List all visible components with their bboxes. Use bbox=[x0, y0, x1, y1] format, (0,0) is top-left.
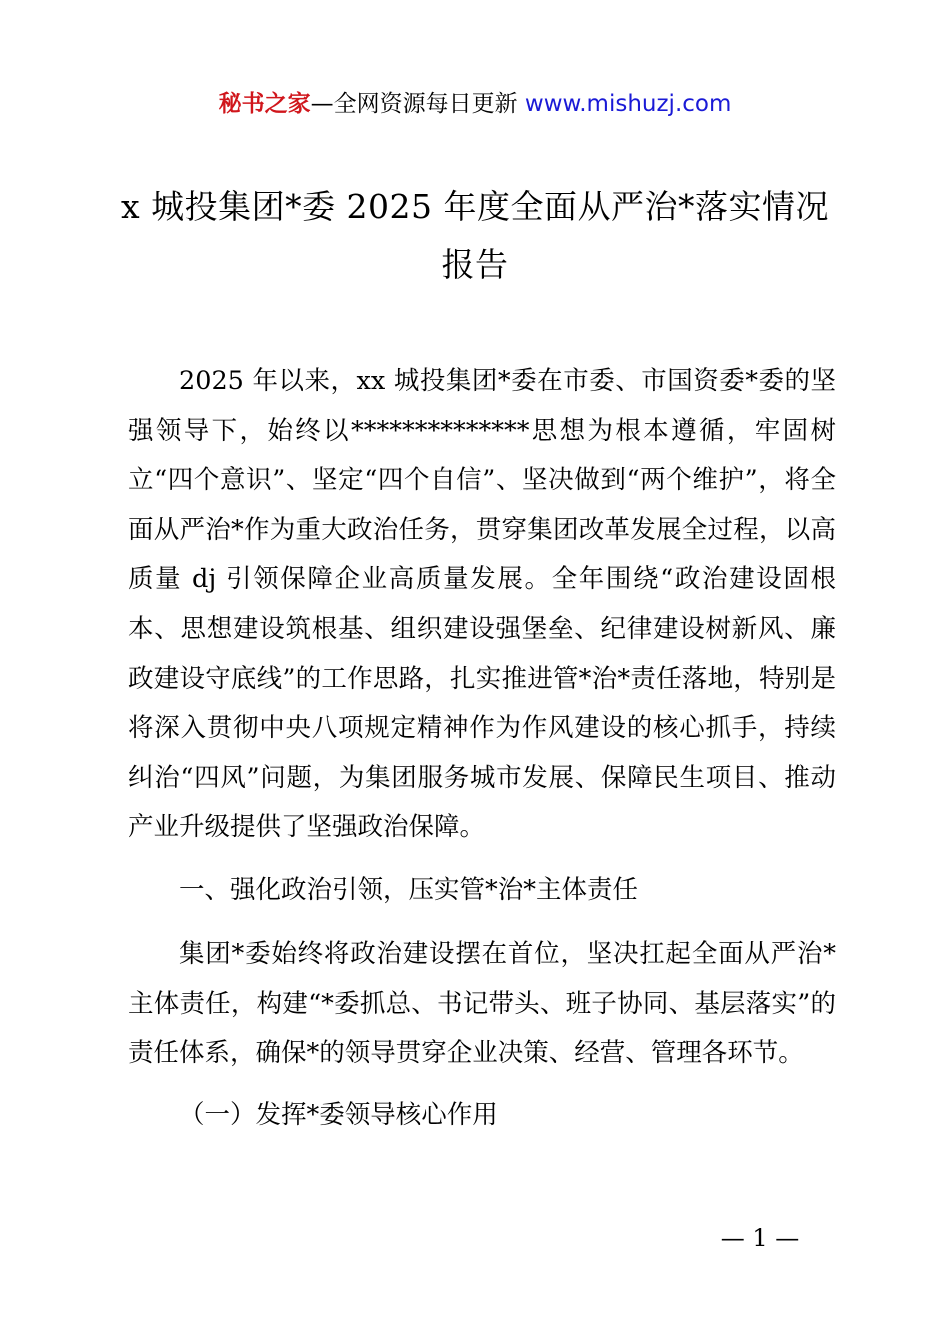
page-number: — 1 — bbox=[720, 1224, 800, 1252]
site-name: 秘书之家 bbox=[218, 91, 311, 117]
site-header bbox=[0, 86, 950, 122]
subsection-1 bbox=[128, 1091, 836, 1141]
intro-paragraph: 2025 年以来，xx 城投集团*委在市委、市国资委*委的坚强领导下，始终以**************思想为根本遵循，牢固树立“四个意识”、坚定“四个自信”、坚决做到“两个维护”，将全面从严治*作为重大政治任务，贯穿集团改革发展全过程，以高质量 dj 引领保障企业高质量发展。全年围绕“政治建设固根本、思想建设筑根基、组织建设强堡垒、纪律建设树新风、廉政建设守底线”的工作思路，扎实推进管*治*责任落地，特别是将深入贯彻中央八项规定精神作为作风建设的核心抓手，持续纠治“四风”问题，为集团服务城市发展、保障民生项目、推动产业升级提供了坚强政治保障。 bbox=[128, 366, 836, 843]
section-1 bbox=[128, 866, 836, 916]
site-url[interactable]: www.mishuzj.com bbox=[524, 91, 732, 117]
section-1-paragraph: 集团*委始终将政治建设摆在首位，坚决扛起全面从严治*主体责任，构建“*委抓总、书记带头、班子协同、基层落实”的责任体系，确保*的领导贯穿企业决策、经营、管理各环节。 bbox=[128, 939, 836, 1069]
document-title: x 城投集团*委 2025 年度全面从严治*落实情况报告 bbox=[120, 187, 830, 284]
site-slogan: —全网资源每日更新 bbox=[310, 91, 525, 117]
subsection-1-heading: （一）发挥*委领导核心作用 bbox=[179, 1100, 498, 1130]
section-1-body-block bbox=[128, 930, 836, 1079]
document-body bbox=[128, 357, 836, 853]
section-1-heading: 一、强化政治引领，压实管*治*主体责任 bbox=[179, 875, 639, 905]
